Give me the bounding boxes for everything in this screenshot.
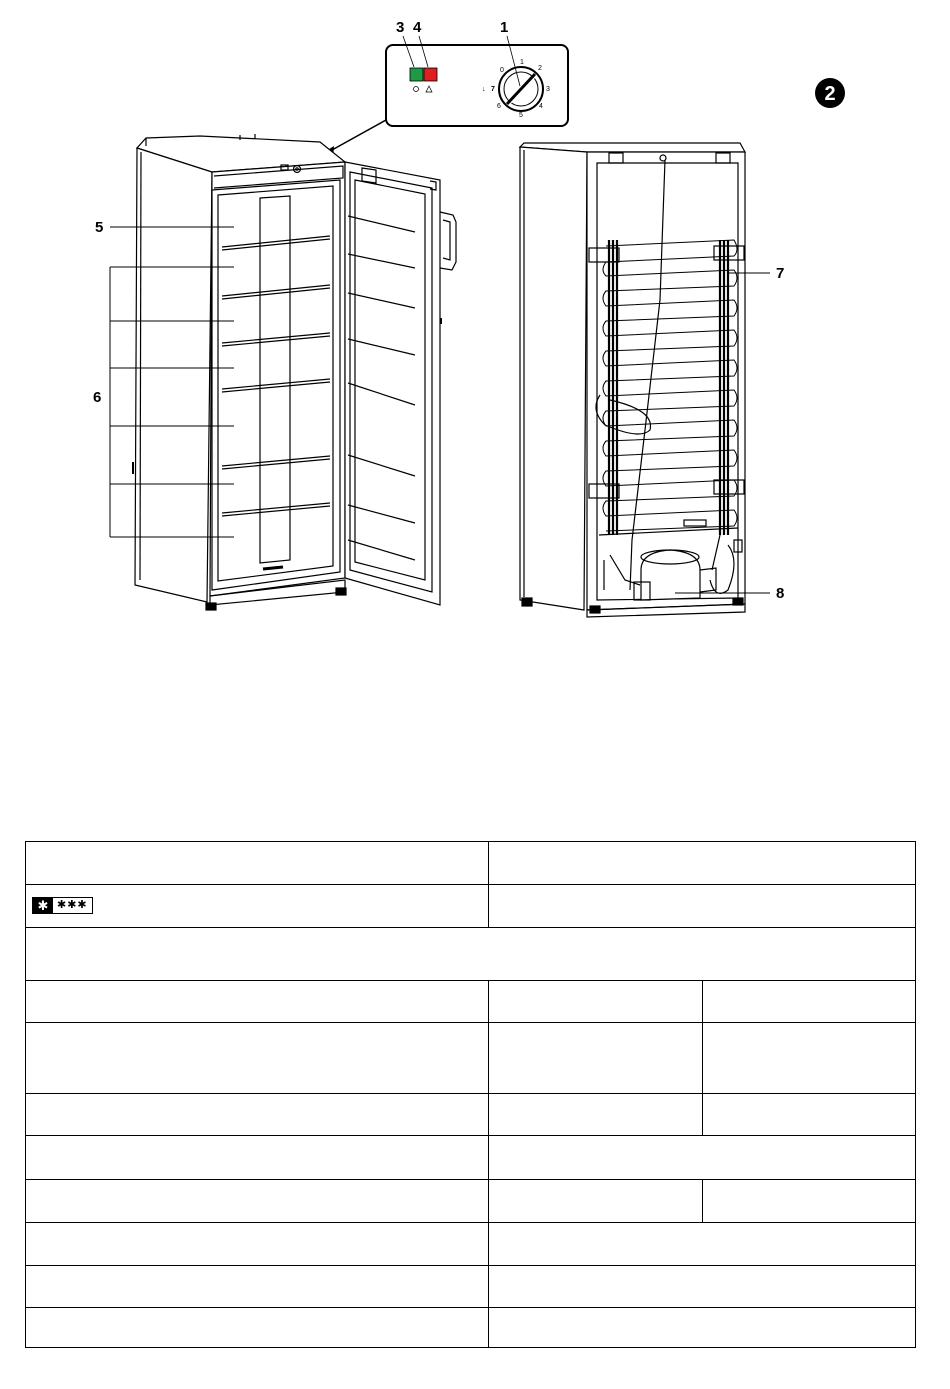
table-cell (26, 1094, 489, 1136)
dial-number: 2 (538, 65, 542, 72)
table-cell (489, 1180, 703, 1223)
dial-number: 7 (491, 86, 495, 93)
callout-3: 3 (396, 19, 405, 36)
table-cell (703, 1180, 916, 1223)
table-cell (26, 1180, 489, 1223)
table-cell (489, 1266, 916, 1308)
star-rating-icon: ✱✱✱ (57, 899, 88, 911)
table-row (26, 928, 916, 981)
table-cell (489, 1223, 916, 1266)
filled-star-icon: ✱ (33, 898, 53, 913)
table-cell (26, 1223, 489, 1266)
table-cell (26, 1308, 489, 1348)
table-cell (489, 1136, 916, 1180)
control-panel-inset (386, 45, 568, 126)
table-row (26, 1094, 916, 1136)
dial-number: 0 (500, 67, 504, 74)
table-cell (703, 1023, 916, 1094)
table-cell (26, 885, 489, 928)
table-cell (489, 842, 916, 885)
table-cell (489, 885, 916, 928)
table-cell (703, 981, 916, 1023)
table-cell (26, 1023, 489, 1094)
table-cell (489, 1308, 916, 1348)
freezer-rear-view (520, 143, 745, 617)
table-cell (26, 928, 916, 981)
dial-number: 5 (519, 112, 523, 119)
dial-number: 1 (520, 59, 524, 66)
dial-number: 6 (497, 103, 501, 110)
table-row (26, 842, 916, 885)
table-cell (489, 1094, 703, 1136)
table-row (26, 1223, 916, 1266)
table-cell (26, 1266, 489, 1308)
callout-7: 7 (776, 265, 785, 282)
table-cell (26, 981, 489, 1023)
spec-table (25, 841, 916, 1348)
table-cell (489, 981, 703, 1023)
table-row (26, 1136, 916, 1180)
appliance-figure (0, 0, 950, 640)
table-row (26, 1266, 916, 1308)
figure-number: 2 (824, 83, 836, 105)
table-cell (26, 1136, 489, 1180)
callout-8: 8 (776, 585, 785, 602)
callout-4: 4 (413, 19, 422, 36)
figure-number-badge (815, 78, 845, 108)
arrow-down-icon: ↓ (482, 86, 486, 93)
dial-number: 4 (539, 103, 543, 110)
callout-1: 1 (500, 19, 509, 36)
callout-5: 5 (95, 219, 104, 236)
table-row (26, 981, 916, 1023)
table-cell (26, 842, 489, 885)
table-row (26, 885, 916, 928)
callout-6: 6 (93, 389, 102, 406)
freezer-star-rating-badge (32, 897, 93, 914)
freezer-front-view (133, 134, 456, 610)
table-row (26, 1180, 916, 1223)
table-row (26, 1023, 916, 1094)
dial-number: 3 (546, 86, 550, 93)
table-cell (703, 1094, 916, 1136)
table-cell (489, 1023, 703, 1094)
table-row (26, 1308, 916, 1348)
power-indicator-green (410, 68, 423, 81)
alarm-indicator-red (424, 68, 437, 81)
